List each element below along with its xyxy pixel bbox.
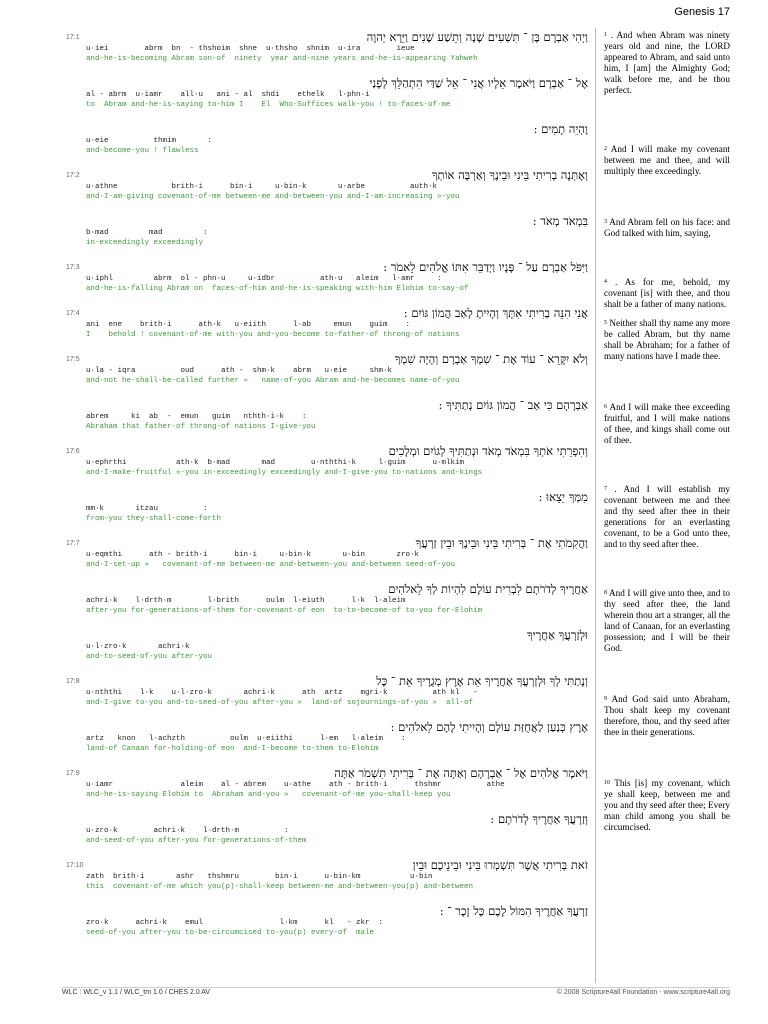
hebrew-text: זֹאת בְּרִיתִי אֲשֶׁר תִּשְׁמְרוּ בֵּינִי וּבֵינֵיכֶם וּבֵין (412, 858, 588, 872)
interlinear-line (86, 628, 588, 662)
interlinear-line (86, 766, 588, 800)
translation-verse (604, 217, 730, 239)
hebrew-text: וְאֶתְּנָה בְרִיתִי בֵּינִי וּבֵינֶךָ וְאַרְבֶּה אוֹתְךָ (431, 168, 588, 182)
verse-block (66, 168, 588, 248)
translation-verse (604, 484, 730, 550)
translation-verse (604, 277, 730, 310)
transliteration-text: achri·k l·drth·m l·brith oulm l·eiuth l·k l·aleim (86, 597, 406, 605)
translation-verse-text: And God said unto Abraham, Thou shalt keep my covenant therefore, thou, and thy seed after thee in their generations. (604, 694, 730, 737)
transliteration-text: u·nththi l·k u·l·zro·k achri·k ath artz mgri·k ath kl - (86, 689, 478, 697)
translation-verse-text: Neither shall thy name any more be called Abram, but thy name shall be Abraham; for a father of many nations have I made thee. (604, 318, 730, 361)
interlinear-line (86, 260, 588, 294)
transliteration-text: u·l·zro·k achri·k (86, 643, 190, 651)
column-divider (595, 28, 596, 983)
translation-verse-number: 7 (604, 486, 607, 492)
interlinear-line (86, 30, 588, 64)
hebrew-text: אֲנִי הִנֵּה בְרִיתִי אִתָּךְ וְהָיִיתָ לְאַב הֲמוֹן גּוֹיִם : (403, 306, 588, 320)
translation-verse (604, 588, 730, 654)
interlinear-column (66, 30, 588, 950)
verse-block (66, 30, 588, 156)
transliteration-text: zro·k achri·k emul l·km kl - zkr : (86, 919, 384, 927)
hebrew-text: אַחֲרֶיךָ לְדֹרֹתָם לִבְרִית עוֹלָם לִהְיוֹת לְךָ לֵאלֹהִים (388, 582, 588, 596)
gloss-text: Abraham that father-of throng-of nations I-give-you (86, 423, 316, 431)
gloss-text: and-I-set-up » covenant-of-me between-me and-between-you and-between seed-of-you (86, 561, 456, 569)
translation-verse (604, 318, 730, 362)
interlinear-line (86, 122, 588, 156)
gloss-text: this covenant-of-me which you(p)-shall-keep between-me and-between-you(p) and-between (86, 883, 474, 891)
translation-verse (604, 30, 730, 96)
interlinear-line (86, 168, 588, 202)
interlinear-line (86, 214, 588, 248)
interlinear-line (86, 444, 588, 478)
translation-verse-number: 8 (604, 590, 607, 596)
transliteration-text: u·iei abrm bn - thshoim shne u·thsho shnim u·ira ieue (86, 45, 415, 53)
transliteration-text: u·ephrthi ath·k b·mad mad u·nththi·k l·guim u·mlkim (86, 459, 465, 467)
verse-number: 17:7 (66, 540, 80, 547)
verse-number: 17:5 (66, 356, 80, 363)
transliteration-text: al - abrm u·iamr all·u ani - al shdi ethelk l·phn·i (86, 91, 370, 99)
transliteration-text: abrem ki ab - emun guim nthth·i·k : (86, 413, 307, 421)
gloss-text: seed-of-you after-you to-be-circumcised to-you(p) every-of male (86, 929, 375, 937)
gloss-text: after-you for-generations-of-them for-covenant-of eon to-to-become-of to-you for-Elohim (86, 607, 483, 615)
interlinear-line (86, 904, 588, 938)
verse-number: 17:6 (66, 448, 80, 455)
interlinear-line (86, 858, 588, 892)
footer-copyright: © 2008 Scripture4all Foundation - www.scripture4all.org (556, 989, 730, 996)
verse-block (66, 766, 588, 846)
gloss-text: and-he-is-saying Elohim to Abraham and-you » covenant-of-me you-shall-keep you (86, 791, 451, 799)
interlinear-line (86, 398, 588, 432)
translation-verse-text: And I will make thee exceeding fruitful, and I will make nations of thee, and kings shall come out of thee. (604, 402, 730, 445)
page-title: Genesis 17 (674, 6, 730, 18)
verse-number: 17:8 (66, 678, 80, 685)
interlinear-line (86, 582, 588, 616)
translation-verse-number: 2 (604, 146, 607, 152)
translation-verse-number: 6 (604, 404, 607, 410)
verse-block (66, 352, 588, 432)
translation-verse-number: 5 (604, 320, 607, 326)
interlinear-line (86, 720, 588, 754)
footer-divider (62, 987, 730, 988)
transliteration-text: u·athne brith·i bin·i u·bin·k u·arbe auth·k (86, 183, 438, 191)
hebrew-text: וַיְהִי אַבְרָם בֶּן ־ תִּשְׁעִים שָׁנָה וְתֵשַׁע שָׁנִים וַיֵּרָא יְהוָה (366, 30, 588, 44)
gloss-text: in-exceedingly exceedingly (86, 239, 204, 247)
gloss-text: and-not he-shall-be-called further » name-of-you Abram and-he-becomes name-of-you (86, 377, 460, 385)
gloss-text: to Abram and-he-is-saying to-him I El Who-Suffices walk-you ! to·faces-of·me (86, 101, 451, 109)
interlinear-line (86, 536, 588, 570)
verse-number: 17:10 (66, 862, 84, 869)
translation-verse (604, 402, 730, 446)
translation-verse-number: 3 (604, 219, 607, 225)
transliteration-text: u·iphl abrm ol - phn·u u·idbr ath·u aleim l·amr : (86, 275, 442, 283)
hebrew-text: וְנָתַתִּי לְךָ וּלְזַרְעֲךָ אַחֲרֶיךָ אֵת אֶרֶץ מְגֻרֶיךָ אֵת ־ כָּל (376, 674, 588, 688)
gloss-text: from-you they-shall-come-forth (86, 515, 222, 523)
hebrew-text: וְהִפְרֵתִי אֹתְךָ בִּמְאֹד מְאֹד וּנְתַתִּיךָ לְגוֹיִם וּמְלָכִים (388, 444, 588, 458)
verse-block (66, 444, 588, 524)
transliteration-text: u·la - iqra oud ath - shm·k abrm u·eie shm·k (86, 367, 393, 375)
gloss-text: and-he-is-becoming Abram son-of ninety year and-nine years and-he-is-appearing Yahweh (86, 55, 478, 63)
gloss-text: and-I-am-giving covenant-of-me between-me and-between-you and-I-am-increasing »-you (86, 193, 460, 201)
interlinear-line (86, 674, 588, 708)
transliteration-text: zath brith·i ashr thshmru bin·i u·bin·km u·bin (86, 873, 433, 881)
transliteration-text: u·eqmthi ath - brith·i bin·i u·bin·k u·bin zro·k (86, 551, 420, 559)
hebrew-text: וְזַרְעֲךָ אַחֲרֶיךָ לְדֹרֹתָם : (490, 812, 588, 826)
translation-verse (604, 778, 730, 833)
gloss-text: and-seed-of-you after-you for-generations-of-them (86, 837, 307, 845)
gloss-text: and-I-make-fruitful »-you in-exceedingly exceedingly and-I-give-you to-nations and-kings (86, 469, 483, 477)
transliteration-text: b·mad mad : (86, 229, 208, 237)
verse-number: 17:1 (66, 34, 80, 41)
hebrew-text: אֶל ־ אַבְרָם וַיֹּאמֶר אֵלָיו אֲנִי ־ אֵל שַׁדַּי הִתְהַלֵּךְ לְפָנַי (369, 76, 588, 90)
verse-number: 17:2 (66, 172, 80, 179)
translation-verse-text: And Abram fell on his face: and God talked with him, saying, (604, 217, 730, 238)
transliteration-text: mm·k itzau : (86, 505, 208, 513)
hebrew-text: מִמְּךָ יֵצֵאוּ : (538, 490, 588, 504)
verse-block (66, 858, 588, 938)
verse-number: 17:9 (66, 770, 80, 777)
transliteration-text: ani ene brith·i ath·k u·eiith l·ab emun guim : (86, 321, 411, 329)
transliteration-text: artz knon l·achzth oulm u·eiithi l·em l·aleim : (86, 735, 406, 743)
transliteration-text: u·zro·k achri·k l·drth·m : (86, 827, 289, 835)
translation-verse-text: . As for me, behold, my covenant [is] with thee, and thou shalt be a father of many nations. (604, 277, 730, 309)
interlinear-line (86, 76, 588, 110)
gloss-text: and-become-you ! flawless (86, 147, 199, 155)
verse-block (66, 260, 588, 294)
gloss-text: and-he-is-falling Abram on faces-of-him and-he-is-speaking with-him Elohim to-say-of (86, 285, 469, 293)
hebrew-text: אֶרֶץ כְּנַעַן לַאֲחֻזַּת עוֹלָם וְהָיִיתִי לָהֶם לֵאלֹהִים : (390, 720, 588, 734)
translation-verse-number: 1 (604, 32, 607, 38)
translation-column (604, 30, 730, 833)
hebrew-text: וַיִּפֹּל אַבְרָם עַל ־ פָּנָיו וַיְדַבֵּר אִתּוֹ אֱלֹהִים לֵאמֹר : (383, 260, 588, 274)
translation-verse-number: 4 (604, 279, 607, 285)
gloss-text: land-of Canaan for-holding-of eon and-I-become to-them to-Elohim (86, 745, 379, 753)
verse-block (66, 306, 588, 340)
translation-verse-text: . And I will establish my covenant between me and thee and thy seed after thee in their generations for an everlasting covenant, to be a God unto thee, and to thy seed after thee. (604, 484, 730, 549)
translation-verse-text: And I will give unto thee, and to thy seed after thee, the land wherein thou art a stranger, all the land of Canaan, for an everlasting possession; and I will be their God. (604, 588, 730, 653)
verse-number: 17:3 (66, 264, 80, 271)
interlinear-line (86, 306, 588, 340)
hebrew-text: וְלֹא יִקָּרֵא ־ עוֹד אֶת ־ שִׁמְךָ אַבְרָם וְהָיָה שִׁמְךָ (394, 352, 588, 366)
translation-verse-number: 9 (604, 696, 607, 702)
interlinear-line (86, 812, 588, 846)
gloss-text: and-to-seed-of-you after-you (86, 653, 213, 661)
interlinear-line (86, 352, 588, 386)
verse-block (66, 536, 588, 662)
hebrew-text: בִּמְאֹד מְאֹד : (532, 214, 588, 228)
verse-number: 17:4 (66, 310, 80, 317)
hebrew-text: אַבְרָהָם כִּי אַב ־ הֲמוֹן גּוֹיִם נְתַתִּיךָ : (438, 398, 588, 412)
hebrew-text: וַיֹּאמֶר אֱלֹהִים אֶל ־ אַבְרָהָם וְאַתָּה אֶת ־ בְּרִיתִי תִשְׁמֹר אַתָּה (334, 766, 588, 780)
translation-verse-text: And I will make my covenant between me and thee, and will multiply thee exceedingly. (604, 144, 730, 176)
hebrew-text: וֶהְיֵה תָמִים : (533, 122, 588, 136)
hebrew-text: זַרְעֲךָ אַחֲרֶיךָ הִמּוֹל לָכֶם כָּל זָכָר ־ : (439, 904, 588, 918)
translation-verse (604, 694, 730, 738)
hebrew-text: וַהֲקִמֹתִי אֶת ־ בְּרִיתִי בֵּינִי וּבֵינֶךָ וּבֵין זַרְעֲךָ (415, 536, 588, 550)
verse-block (66, 674, 588, 754)
gloss-text: I behold ! covenant-of-me with-you and-you-become to-father-of throng-of nations (86, 331, 460, 339)
gloss-text: and-I-give to-you and-to-seed-of-you after-you » land-of sojournings-of-you » all-of (86, 699, 474, 707)
translation-verse-text: This [is] my covenant, which ye shall keep, between me and you and thy seed after thee; Every man child among you shall be circumcised. (604, 778, 730, 832)
interlinear-line (86, 490, 588, 524)
transliteration-text: u·eie thmim : (86, 137, 213, 145)
footer-sources: WLC : WLC_v 1.1 / WLC_tm 1.0 / CHES 2.0 AV (62, 989, 211, 996)
transliteration-text: u·iamr aleim al - abrem u·athe ath - brith·i thshmr athe (86, 781, 505, 789)
translation-verse-text: . And when Abram was ninety years old and nine, the LORD appeared to Abram, and said unto him, I [am] the Almighty God; walk before me, and be thou perfect. (604, 30, 730, 95)
translation-verse (604, 144, 730, 177)
hebrew-text: וּלְזַרְעֲךָ אַחֲרֶיךָ (526, 628, 588, 642)
translation-verse-number: 10 (604, 780, 610, 786)
